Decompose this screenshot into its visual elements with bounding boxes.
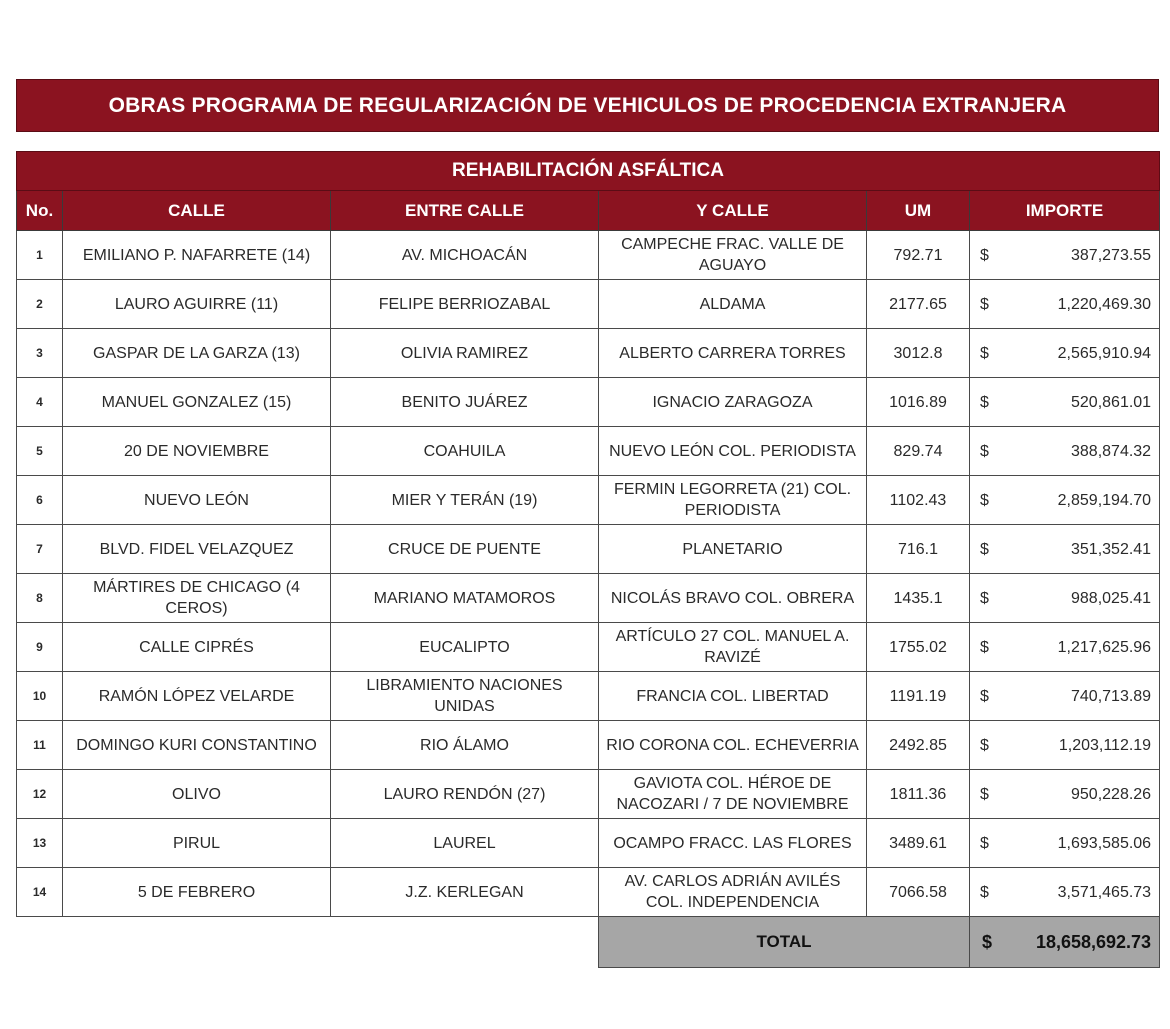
cell-calle: GASPAR DE LA GARZA (13) [63, 329, 331, 378]
cell-importe: 988,025.41 [1010, 574, 1160, 623]
cell-importe: 740,713.89 [1010, 672, 1160, 721]
cell-importe: 1,693,585.06 [1010, 819, 1160, 868]
cell-currency: $ [970, 770, 1010, 819]
cell-currency: $ [970, 427, 1010, 476]
row-number: 11 [17, 721, 63, 770]
column-header-row [17, 191, 1160, 231]
cell-um: 3012.8 [867, 329, 970, 378]
table-body [17, 231, 1160, 917]
cell-um: 829.74 [867, 427, 970, 476]
cell-currency: $ [970, 672, 1010, 721]
cell-importe: 2,859,194.70 [1010, 476, 1160, 525]
total-amount: 18,658,692.73 [1010, 917, 1160, 968]
cell-um: 2492.85 [867, 721, 970, 770]
table-row [17, 574, 1160, 623]
row-number: 2 [17, 280, 63, 329]
table-row [17, 623, 1160, 672]
row-number: 1 [17, 231, 63, 280]
cell-currency: $ [970, 623, 1010, 672]
cell-um: 1755.02 [867, 623, 970, 672]
cell-um: 7066.58 [867, 868, 970, 917]
cell-importe: 950,228.26 [1010, 770, 1160, 819]
row-number: 6 [17, 476, 63, 525]
header-entre-calle: ENTRE CALLE [331, 191, 599, 231]
cell-calle: EMILIANO P. NAFARRETE (14) [63, 231, 331, 280]
cell-calle: NUEVO LEÓN [63, 476, 331, 525]
cell-currency: $ [970, 868, 1010, 917]
header-importe: IMPORTE [970, 191, 1160, 231]
cell-y-calle: PLANETARIO [599, 525, 867, 574]
row-number: 12 [17, 770, 63, 819]
table-row [17, 231, 1160, 280]
cell-importe: 520,861.01 [1010, 378, 1160, 427]
section-header-row [17, 152, 1160, 191]
cell-um: 1435.1 [867, 574, 970, 623]
cell-entre-calle: LIBRAMIENTO NACIONES UNIDAS [331, 672, 599, 721]
cell-importe: 1,203,112.19 [1010, 721, 1160, 770]
row-number: 13 [17, 819, 63, 868]
cell-y-calle: IGNACIO ZARAGOZA [599, 378, 867, 427]
table-row [17, 868, 1160, 917]
cell-um: 1811.36 [867, 770, 970, 819]
cell-entre-calle: LAUREL [331, 819, 599, 868]
cell-entre-calle: MARIANO MATAMOROS [331, 574, 599, 623]
table-row [17, 770, 1160, 819]
cell-importe: 387,273.55 [1010, 231, 1160, 280]
table-row [17, 476, 1160, 525]
cell-y-calle: GAVIOTA COL. HÉROE DE NACOZARI / 7 DE NOVIEMBRE [599, 770, 867, 819]
cell-currency: $ [970, 280, 1010, 329]
table-row [17, 525, 1160, 574]
table-row [17, 378, 1160, 427]
cell-calle: 20 DE NOVIEMBRE [63, 427, 331, 476]
cell-entre-calle: AV. MICHOACÁN [331, 231, 599, 280]
row-number: 8 [17, 574, 63, 623]
cell-calle: PIRUL [63, 819, 331, 868]
cell-currency: $ [970, 378, 1010, 427]
cell-y-calle: ALBERTO CARRERA TORRES [599, 329, 867, 378]
cell-um: 716.1 [867, 525, 970, 574]
cell-y-calle: FRANCIA COL. LIBERTAD [599, 672, 867, 721]
cell-calle: LAURO AGUIRRE (11) [63, 280, 331, 329]
header-um: UM [867, 191, 970, 231]
cell-y-calle: NICOLÁS BRAVO COL. OBRERA [599, 574, 867, 623]
cell-um: 3489.61 [867, 819, 970, 868]
row-number: 14 [17, 868, 63, 917]
table-row [17, 672, 1160, 721]
cell-calle: MANUEL GONZALEZ (15) [63, 378, 331, 427]
cell-currency: $ [970, 231, 1010, 280]
total-row [17, 917, 1160, 968]
table-row [17, 329, 1160, 378]
cell-entre-calle: BENITO JUÁREZ [331, 378, 599, 427]
cell-currency: $ [970, 574, 1010, 623]
cell-importe: 351,352.41 [1010, 525, 1160, 574]
cell-calle: BLVD. FIDEL VELAZQUEZ [63, 525, 331, 574]
cell-y-calle: AV. CARLOS ADRIÁN AVILÉS COL. INDEPENDENCIA [599, 868, 867, 917]
cell-importe: 2,565,910.94 [1010, 329, 1160, 378]
table-row [17, 427, 1160, 476]
header-no: No. [17, 191, 63, 231]
cell-entre-calle: EUCALIPTO [331, 623, 599, 672]
total-spacer [17, 917, 599, 968]
cell-entre-calle: CRUCE DE PUENTE [331, 525, 599, 574]
header-calle: CALLE [63, 191, 331, 231]
section-title: REHABILITACIÓN ASFÁLTICA [17, 152, 1160, 191]
works-table [16, 151, 1160, 968]
cell-um: 792.71 [867, 231, 970, 280]
cell-importe: 3,571,465.73 [1010, 868, 1160, 917]
cell-calle: DOMINGO KURI CONSTANTINO [63, 721, 331, 770]
cell-currency: $ [970, 525, 1010, 574]
cell-entre-calle: J.Z. KERLEGAN [331, 868, 599, 917]
row-number: 5 [17, 427, 63, 476]
cell-y-calle: RIO CORONA COL. ECHEVERRIA [599, 721, 867, 770]
row-number: 7 [17, 525, 63, 574]
cell-importe: 1,220,469.30 [1010, 280, 1160, 329]
cell-importe: 1,217,625.96 [1010, 623, 1160, 672]
row-number: 4 [17, 378, 63, 427]
cell-currency: $ [970, 819, 1010, 868]
cell-currency: $ [970, 329, 1010, 378]
cell-y-calle: OCAMPO FRACC. LAS FLORES [599, 819, 867, 868]
total-currency: $ [970, 917, 1010, 968]
table-row [17, 280, 1160, 329]
cell-y-calle: ALDAMA [599, 280, 867, 329]
header-y-calle: Y CALLE [599, 191, 867, 231]
cell-um: 1016.89 [867, 378, 970, 427]
cell-entre-calle: FELIPE BERRIOZABAL [331, 280, 599, 329]
cell-um: 1102.43 [867, 476, 970, 525]
cell-calle: CALLE CIPRÉS [63, 623, 331, 672]
total-label: TOTAL [599, 917, 970, 968]
row-number: 9 [17, 623, 63, 672]
cell-entre-calle: MIER Y TERÁN (19) [331, 476, 599, 525]
cell-currency: $ [970, 476, 1010, 525]
cell-importe: 388,874.32 [1010, 427, 1160, 476]
cell-entre-calle: RIO ÁLAMO [331, 721, 599, 770]
cell-entre-calle: LAURO RENDÓN (27) [331, 770, 599, 819]
table-row [17, 819, 1160, 868]
cell-y-calle: NUEVO LEÓN COL. PERIODISTA [599, 427, 867, 476]
document-title: OBRAS PROGRAMA DE REGULARIZACIÓN DE VEHICULOS DE PROCEDENCIA EXTRANJERA [16, 79, 1159, 132]
cell-calle: 5 DE FEBRERO [63, 868, 331, 917]
cell-entre-calle: COAHUILA [331, 427, 599, 476]
cell-um: 2177.65 [867, 280, 970, 329]
cell-currency: $ [970, 721, 1010, 770]
cell-calle: RAMÓN LÓPEZ VELARDE [63, 672, 331, 721]
cell-entre-calle: OLIVIA RAMIREZ [331, 329, 599, 378]
cell-y-calle: FERMIN LEGORRETA (21) COL. PERIODISTA [599, 476, 867, 525]
cell-calle: MÁRTIRES DE CHICAGO (4 CEROS) [63, 574, 331, 623]
table-row [17, 721, 1160, 770]
cell-um: 1191.19 [867, 672, 970, 721]
cell-y-calle: CAMPECHE FRAC. VALLE DE AGUAYO [599, 231, 867, 280]
row-number: 10 [17, 672, 63, 721]
row-number: 3 [17, 329, 63, 378]
cell-y-calle: ARTÍCULO 27 COL. MANUEL A. RAVIZÉ [599, 623, 867, 672]
cell-calle: OLIVO [63, 770, 331, 819]
